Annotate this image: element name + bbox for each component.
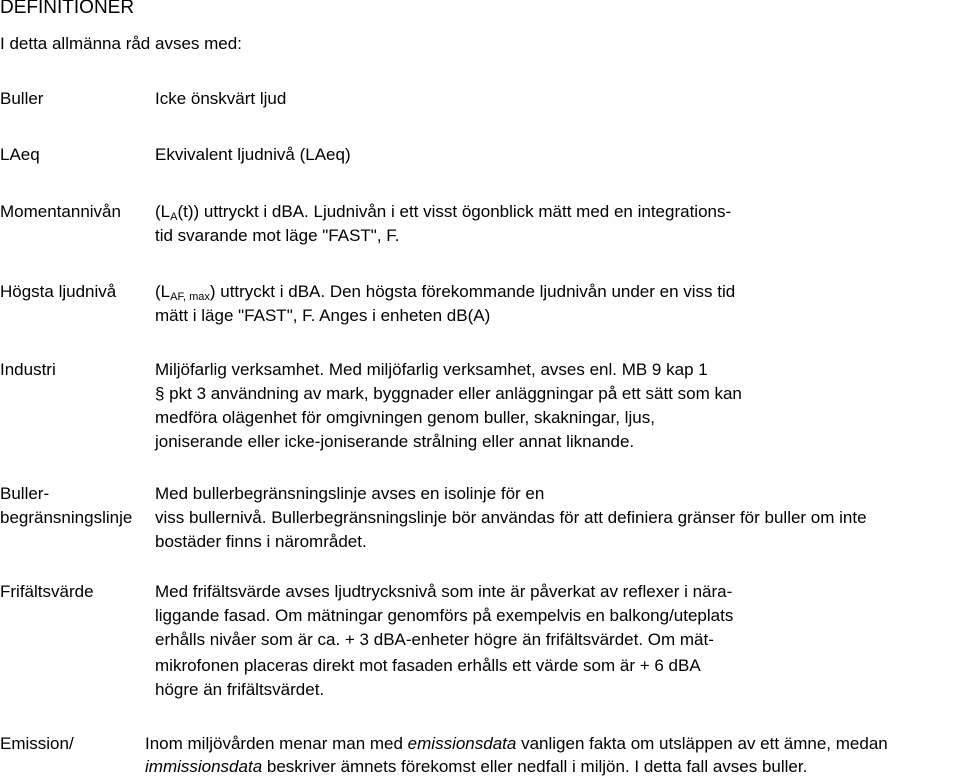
subscript-a: A: [170, 211, 178, 223]
subscript-af-max: AF, max: [170, 291, 210, 303]
definition-text: vanligen fakta om utsläppen av ett ämne, medan: [516, 734, 888, 753]
definition-laeq: Ekvivalent ljudnivå (LAeq): [155, 145, 351, 164]
definition-frifalt-line-1: Med frifältsvärde avses ljudtrycksnivå som inte är påverkat av reflexer i nära-: [155, 582, 733, 601]
definition-bullergrans-line-3: bostäder finns i närområdet.: [155, 532, 367, 551]
term-laeq: LAeq: [0, 145, 40, 164]
definition-momentanniva-line-2: tid svarande mot läge "FAST", F.: [155, 226, 400, 245]
definition-industri-line-2: § pkt 3 användning av mark, byggnader eller anläggningar på ett sätt som kan: [155, 384, 742, 403]
term-hogsta-ljudniva: Högsta ljudnivå: [0, 282, 117, 301]
symbol-l: (L: [155, 282, 171, 301]
definition-frifalt-line-2: liggande fasad. Om mätningar genomförs på exempelvis en balkong/uteplats: [155, 606, 734, 625]
definition-frifalt-line-3: erhålls nivåer som är ca. + 3 dBA-enheter högre än frifältsvärdet. Om mät-: [155, 630, 714, 649]
term-frifaltsvarde: Frifältsvärde: [0, 582, 94, 601]
term-industri: Industri: [0, 360, 56, 379]
symbol-l: (L: [155, 202, 171, 221]
definition-hogsta-line-2: mätt i läge "FAST", F. Anges i enheten dB(A): [155, 306, 491, 325]
page-title: DEFINITIONER: [0, 0, 135, 18]
term-bullergransningslinje-line-1: Buller-: [0, 484, 50, 503]
definition-emission-line-2: [145, 755, 807, 779]
definition-industri-line-4: joniserande eller icke-joniserande strålning eller annat liknande.: [155, 432, 635, 451]
definition-text: beskriver ämnets förekomst eller nedfall i miljön. I detta fall avses buller.: [262, 757, 808, 776]
definition-text: (t)) uttryckt i dBA. Ljudnivån i ett visst ögonblick mätt med en integrations-: [177, 202, 732, 221]
definition-momentanniva-line-1: [155, 200, 731, 224]
definition-bullergrans-line-1: Med bullerbegränsningslinje avses en isolinje för en: [155, 484, 545, 503]
term-momentanniva: Momentannivån: [0, 202, 121, 221]
definition-bullergrans-line-2: viss bullernivå. Bullerbegränsningslinje bör användas för att definiera gränser för buller om inte: [155, 508, 867, 527]
term-bullergransningslinje-line-2: begränsningslinje: [0, 508, 133, 527]
term-buller: Buller: [0, 89, 44, 108]
definition-buller: Icke önskvärt ljud: [155, 89, 287, 108]
definition-frifalt-line-5: högre än frifältsvärdet.: [155, 680, 325, 699]
definition-text: ) uttryckt i dBA. Den högsta förekommande ljudnivån under en viss tid: [209, 282, 736, 301]
intro-text: I detta allmänna råd avses med:: [0, 34, 242, 53]
definition-frifalt-line-4: mikrofonen placeras direkt mot fasaden erhålls ett värde som är + 6 dBA: [155, 656, 701, 675]
emphasis-immissionsdata: immissionsdata: [145, 757, 263, 776]
definition-industri-line-3: medföra olägenhet för omgivningen genom buller, skakningar, ljus,: [155, 408, 655, 427]
emphasis-emissionsdata: emissionsdata: [407, 734, 517, 753]
definition-hogsta-line-1: [155, 280, 735, 304]
term-emission: Emission/: [0, 734, 74, 753]
definition-emission-line-1: [145, 732, 888, 756]
definition-text: Inom miljövården menar man med: [145, 734, 408, 753]
definition-industri-line-1: Miljöfarlig verksamhet. Med miljöfarlig verksamhet, avses enl. MB 9 kap 1: [155, 360, 708, 379]
